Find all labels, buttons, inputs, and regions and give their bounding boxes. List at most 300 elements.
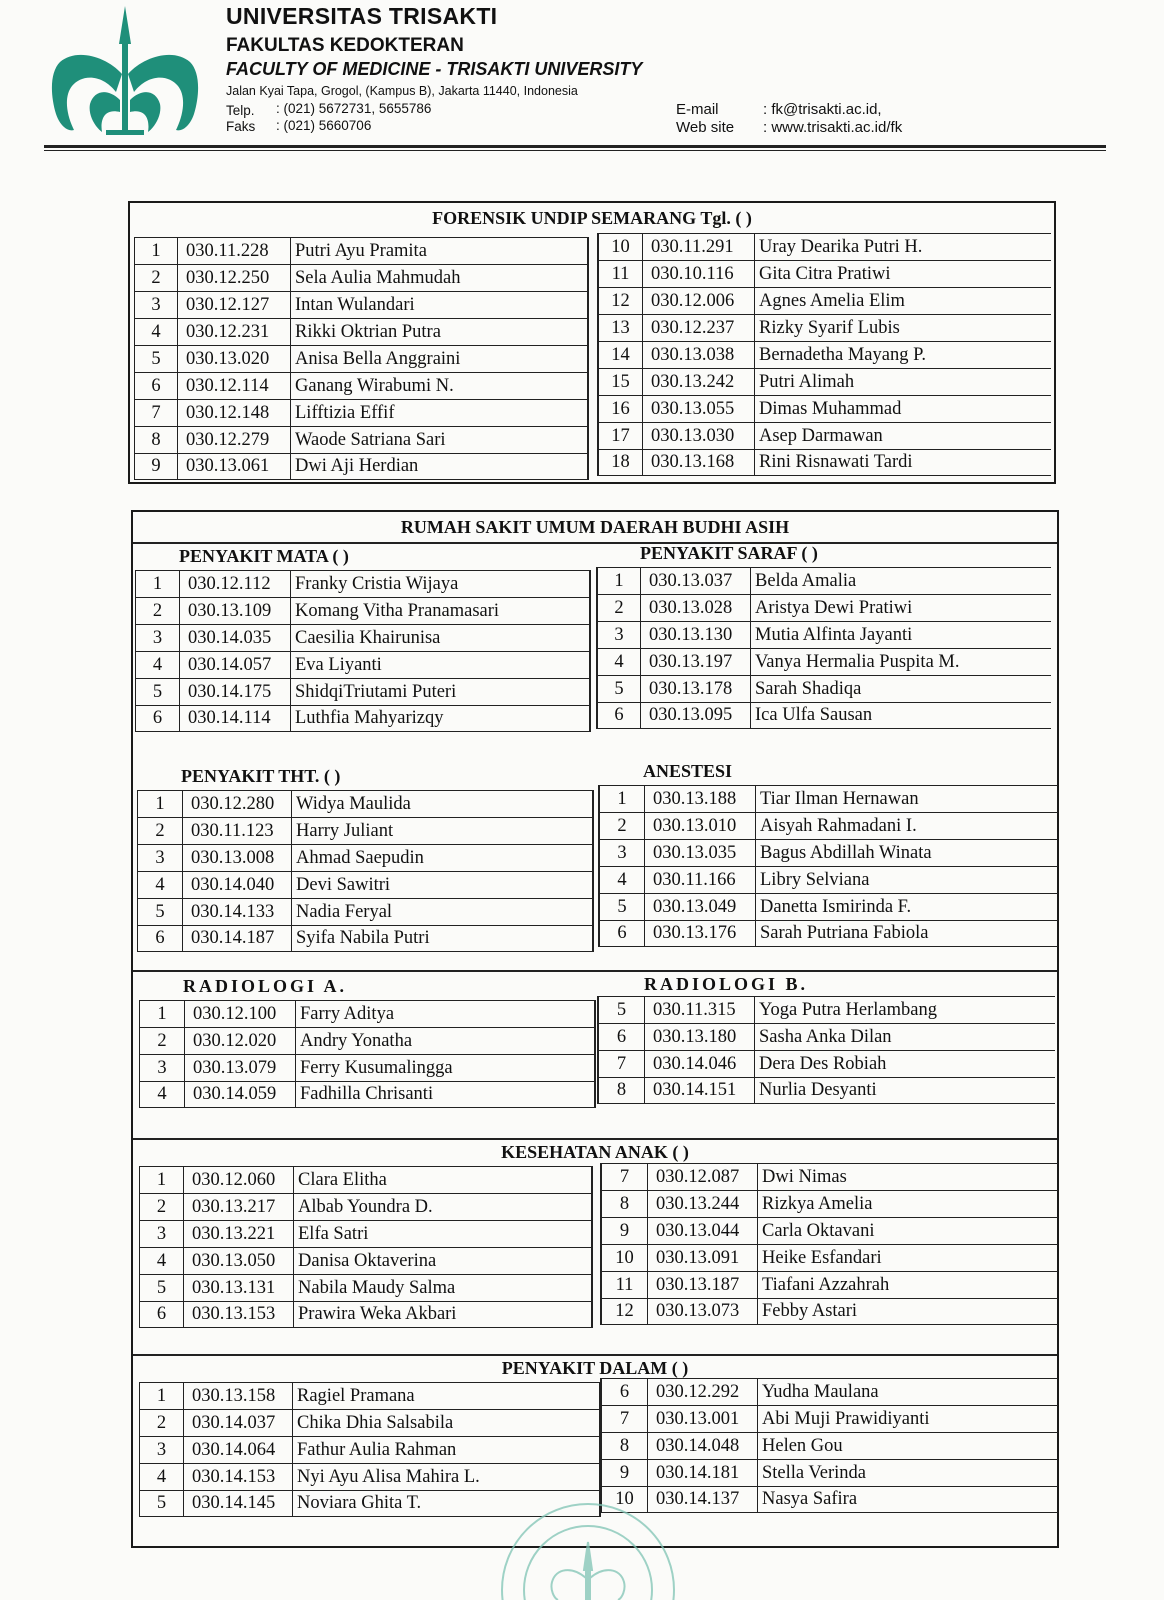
- student-name: Komang Vitha Pranamasari: [295, 600, 500, 621]
- table-row: [139, 1247, 593, 1274]
- student-name: Rizkya Amelia: [762, 1193, 873, 1214]
- student-name: Elfa Satri: [298, 1223, 369, 1244]
- telp-label: Telp.: [226, 103, 255, 118]
- university-name: UNIVERSITAS TRISAKTI: [226, 3, 498, 29]
- student-id: 030.13.073: [648, 1299, 758, 1324]
- row-number: 1: [598, 568, 641, 594]
- dalam-title: PENYAKIT DALAM ( ): [501, 1358, 689, 1378]
- student-id: 030.12.020: [185, 1028, 296, 1054]
- table-row: [596, 594, 1051, 621]
- row-number: 3: [136, 625, 180, 651]
- row-number: 12: [602, 1299, 648, 1324]
- student-name: Febby Astari: [762, 1301, 858, 1321]
- student-name: Uray Dearika Putri H.: [759, 236, 923, 257]
- row-number: 4: [140, 1082, 185, 1107]
- table-row: [600, 1298, 1058, 1325]
- anak-left-list: [139, 1166, 593, 1328]
- student-id: 030.11.291: [643, 234, 755, 260]
- row-number: 13: [599, 315, 643, 341]
- university-stamp: [498, 1490, 678, 1600]
- student-name: Tiafani Azzahrah: [762, 1274, 890, 1295]
- table-row: [135, 705, 591, 732]
- table-row: [596, 567, 1051, 594]
- table-row: [597, 395, 1051, 422]
- student-id: 030.14.064: [184, 1437, 293, 1463]
- table-row: [135, 597, 591, 624]
- row-number: 9: [135, 454, 178, 479]
- row-number: 7: [602, 1164, 648, 1190]
- row-number: 5: [136, 679, 180, 705]
- student-id: 030.12.250: [178, 265, 291, 291]
- student-name: Chika Dhia Salsabila: [297, 1412, 454, 1433]
- row-number: 6: [599, 1024, 645, 1050]
- student-id: 030.13.035: [645, 840, 756, 866]
- row-number: 16: [599, 396, 643, 422]
- radiologi-a-title: RADIOLOGI A.: [183, 976, 348, 996]
- row-number: 7: [135, 400, 178, 426]
- row-number: 1: [135, 238, 178, 264]
- forensik-right-list: [597, 233, 1051, 476]
- student-name: Ferry Kusumalingga: [300, 1057, 453, 1078]
- radiologi-a-list: [139, 1000, 596, 1108]
- student-id: 030.14.046: [645, 1051, 755, 1077]
- row-number: 5: [140, 1491, 184, 1516]
- student-name: Ahmad Saepudin: [296, 847, 424, 868]
- row-number: 4: [138, 872, 183, 898]
- student-id: 030.13.153: [184, 1302, 294, 1327]
- student-name: Dwi Aji Herdian: [295, 456, 419, 476]
- student-id: 030.14.145: [184, 1491, 293, 1516]
- table-row: [597, 368, 1051, 395]
- table-row: [134, 318, 589, 345]
- table-row: [139, 1274, 593, 1301]
- row-number: 1: [140, 1001, 185, 1027]
- header-rule-thin: [44, 150, 1106, 151]
- student-id: 030.14.181: [648, 1460, 758, 1486]
- table-row: [139, 1166, 593, 1193]
- address: Jalan Kyai Tapa, Grogol, (Kampus B), Jakarta 11440, Indonesia: [226, 84, 578, 98]
- row-number: 8: [599, 1078, 645, 1103]
- student-id: 030.13.095: [641, 703, 751, 728]
- student-id: 030.13.168: [643, 450, 755, 475]
- row-number: 8: [135, 427, 178, 453]
- student-id: 030.13.176: [645, 921, 756, 946]
- student-name: Agnes Amelia Elim: [759, 290, 905, 311]
- student-name: Gita Citra Pratiwi: [759, 263, 891, 284]
- table-row: [134, 264, 589, 291]
- row-number: 3: [140, 1055, 185, 1081]
- student-name: Mutia Alfinta Jayanti: [755, 624, 913, 645]
- student-id: 030.13.109: [180, 598, 291, 624]
- student-id: 030.13.030: [643, 423, 755, 449]
- student-name: Sasha Anka Dilan: [759, 1026, 892, 1047]
- email-label: E-mail: [676, 101, 719, 118]
- rsud-title: RUMAH SAKIT UMUM DAERAH BUDHI ASIH: [400, 517, 790, 537]
- table-row: [134, 372, 589, 399]
- row-number: 15: [599, 369, 643, 395]
- row-number: 2: [140, 1410, 184, 1436]
- row-number: 5: [599, 997, 645, 1023]
- table-row: [600, 1405, 1058, 1432]
- student-id: 030.12.231: [178, 319, 291, 345]
- student-id: 030.13.221: [184, 1221, 294, 1247]
- table-row: [137, 844, 594, 871]
- student-name: Nadia Feryal: [296, 901, 393, 922]
- student-name: Yoga Putra Herlambang: [759, 999, 937, 1020]
- student-id: 030.13.037: [641, 568, 751, 594]
- student-id: 030.12.114: [178, 373, 291, 399]
- row-number: 5: [600, 894, 645, 920]
- row-number: 3: [140, 1437, 184, 1463]
- row-number: 12: [599, 288, 643, 314]
- faks-label: Faks: [226, 119, 256, 134]
- table-row: [596, 621, 1051, 648]
- student-name: Franky Cristia Wijaya: [295, 573, 459, 594]
- table-row: [598, 839, 1058, 866]
- anak-right-list: [600, 1163, 1058, 1325]
- student-name: Clara Elitha: [298, 1169, 387, 1190]
- student-name: Helen Gou: [762, 1435, 843, 1456]
- student-id: 030.13.038: [643, 342, 755, 368]
- table-row: [600, 1163, 1058, 1190]
- table-row: [596, 675, 1051, 702]
- student-name: Dwi Nimas: [762, 1166, 847, 1187]
- row-number: 1: [140, 1167, 184, 1193]
- row-number: 6: [135, 373, 178, 399]
- email-value[interactable]: : fk@trisakti.ac.id,: [763, 101, 882, 118]
- student-id: 030.14.048: [648, 1433, 758, 1459]
- student-name: Aisyah Rahmadani I.: [760, 815, 917, 836]
- table-row: [598, 893, 1058, 920]
- table-row: [598, 866, 1058, 893]
- student-name: Carla Oktavani: [762, 1220, 875, 1241]
- row-number: 6: [600, 921, 645, 946]
- row-number: 4: [598, 649, 641, 675]
- table-row: [137, 790, 594, 817]
- table-row: [139, 1382, 601, 1409]
- row-number: 2: [135, 265, 178, 291]
- table-row: [597, 233, 1051, 260]
- row-number: 11: [599, 261, 643, 287]
- student-id: 030.12.148: [178, 400, 291, 426]
- table-row: [137, 817, 594, 844]
- student-id: 030.11.166: [645, 867, 756, 893]
- student-id: 030.11.228: [178, 238, 291, 264]
- student-name: Widya Maulida: [296, 793, 411, 814]
- student-id: 030.13.079: [185, 1055, 296, 1081]
- student-id: 030.13.008: [183, 845, 292, 871]
- student-id: 030.13.178: [641, 676, 751, 702]
- student-id: 030.12.100: [185, 1001, 296, 1027]
- student-name: Vanya Hermalia Puspita M.: [755, 651, 960, 672]
- row-number: 4: [600, 867, 645, 893]
- row-number: 7: [602, 1406, 648, 1432]
- row-number: 2: [136, 598, 180, 624]
- student-name: Aristya Dewi Pratiwi: [755, 597, 913, 618]
- student-id: 030.13.131: [184, 1275, 294, 1301]
- student-id: 030.12.280: [183, 791, 292, 817]
- table-row: [139, 1436, 601, 1463]
- student-id: 030.13.130: [641, 622, 751, 648]
- student-id: 030.13.001: [648, 1406, 758, 1432]
- row-number: 2: [600, 813, 645, 839]
- student-id: 030.14.057: [180, 652, 291, 678]
- table-row: [597, 1050, 1055, 1077]
- student-name: Anisa Bella Anggraini: [295, 348, 461, 369]
- student-name: Heike Esfandari: [762, 1247, 882, 1268]
- table-row: [600, 1244, 1058, 1271]
- website-label: Web site: [676, 119, 735, 136]
- student-name: Prawira Weka Akbari: [298, 1304, 457, 1324]
- anak-title: KESEHATAN ANAK ( ): [501, 1142, 689, 1162]
- row-number: 5: [598, 676, 641, 702]
- student-id: 030.13.188: [645, 786, 756, 812]
- student-id: 030.13.028: [641, 595, 751, 621]
- student-id: 030.12.087: [648, 1164, 758, 1190]
- student-id: 030.14.040: [183, 872, 292, 898]
- forensik-left-list: [134, 237, 589, 480]
- radiologi-b-title: RADIOLOGI B.: [644, 974, 809, 994]
- table-row: [597, 287, 1051, 314]
- anestesi-title: ANESTESI: [643, 761, 733, 781]
- table-row: [597, 314, 1051, 341]
- table-row: [600, 1432, 1058, 1459]
- table-row: [139, 1220, 593, 1247]
- row-number: 2: [598, 595, 641, 621]
- row-number: 10: [599, 234, 643, 260]
- row-number: 1: [140, 1383, 184, 1409]
- student-name: Fathur Aulia Rahman: [297, 1439, 457, 1460]
- table-row: [597, 449, 1051, 476]
- anestesi-list: [598, 785, 1058, 947]
- table-row: [598, 812, 1058, 839]
- student-id: 030.13.242: [643, 369, 755, 395]
- student-id: 030.14.037: [184, 1410, 293, 1436]
- student-name: Bagus Abdillah Winata: [760, 842, 932, 863]
- row-number: 10: [602, 1245, 648, 1271]
- table-row: [134, 453, 589, 480]
- student-id: 030.13.050: [184, 1248, 294, 1274]
- dalam-rule: [133, 1354, 1057, 1356]
- student-id: 030.13.049: [645, 894, 756, 920]
- student-name: Ica Ulfa Sausan: [755, 705, 873, 725]
- student-name: Harry Juliant: [296, 820, 394, 841]
- student-id: 030.14.114: [180, 706, 291, 731]
- student-id: 030.12.060: [184, 1167, 294, 1193]
- radiologi-b-list: [597, 996, 1055, 1104]
- student-name: Devi Sawitri: [296, 874, 391, 895]
- row-number: 3: [135, 292, 178, 318]
- radiologi-rule: [133, 970, 1057, 972]
- student-id: 030.14.153: [184, 1464, 293, 1490]
- table-row: [600, 1271, 1058, 1298]
- forensik-title: FORENSIK UNDIP SEMARANG Tgl. ( ): [432, 208, 752, 228]
- student-id: 030.12.292: [648, 1379, 758, 1405]
- student-name: Rikki Oktrian Putra: [295, 321, 441, 342]
- student-id: 030.13.158: [184, 1383, 293, 1409]
- student-name: Sarah Putriana Fabiola: [760, 923, 929, 943]
- row-number: 4: [140, 1248, 184, 1274]
- table-row: [597, 1023, 1055, 1050]
- row-number: 11: [602, 1272, 648, 1298]
- row-number: 4: [135, 319, 178, 345]
- student-name: Rini Risnawati Tardi: [759, 452, 913, 472]
- table-row: [597, 422, 1051, 449]
- table-row: [134, 345, 589, 372]
- table-row: [596, 648, 1051, 675]
- student-id: 030.12.127: [178, 292, 291, 318]
- table-row: [597, 341, 1051, 368]
- student-id: 030.11.315: [645, 997, 755, 1023]
- table-row: [139, 1409, 601, 1436]
- table-row: [139, 1054, 596, 1081]
- student-name: Rizky Syarif Lubis: [759, 317, 900, 338]
- student-name: Ganang Wirabumi N.: [295, 375, 454, 396]
- student-name: Albab Youndra D.: [298, 1196, 433, 1217]
- row-number: 5: [138, 899, 183, 925]
- table-row: [139, 1081, 596, 1108]
- student-name: Dimas Muhammad: [759, 398, 902, 419]
- student-name: Tiar Ilman Hernawan: [760, 788, 919, 809]
- header-rule: [44, 145, 1106, 148]
- student-id: 030.13.044: [648, 1218, 758, 1244]
- student-name: Andry Yonatha: [300, 1030, 413, 1051]
- student-id: 030.12.112: [180, 571, 291, 597]
- student-name: Putri Ayu Pramita: [295, 240, 427, 261]
- student-name: Fadhilla Chrisanti: [300, 1084, 434, 1104]
- faculty-name-english: FACULTY OF MEDICINE - TRISAKTI UNIVERSITY: [226, 59, 643, 79]
- student-id: 030.14.035: [180, 625, 291, 651]
- row-number: 8: [602, 1191, 648, 1217]
- student-name: Ragiel Pramana: [297, 1385, 415, 1406]
- table-row: [139, 1301, 593, 1328]
- forensik-table: [128, 201, 1056, 484]
- row-number: 6: [138, 926, 183, 951]
- university-logo: [46, 4, 206, 140]
- student-name: Abi Muji Prawidiyanti: [762, 1408, 930, 1429]
- student-id: 030.13.217: [184, 1194, 294, 1220]
- student-name: Yudha Maulana: [762, 1381, 879, 1402]
- student-id: 030.13.180: [645, 1024, 755, 1050]
- row-number: 3: [600, 840, 645, 866]
- table-row: [139, 1027, 596, 1054]
- table-row: [600, 1459, 1058, 1486]
- student-id: 030.14.133: [183, 899, 292, 925]
- student-name: Farry Aditya: [300, 1003, 395, 1024]
- row-number: 10: [602, 1487, 648, 1512]
- tht-list: [137, 790, 594, 952]
- table-row: [134, 291, 589, 318]
- table-row: [135, 678, 591, 705]
- row-number: 3: [140, 1221, 184, 1247]
- row-number: 14: [599, 342, 643, 368]
- student-name: Nabila Maudy Salma: [298, 1277, 456, 1298]
- row-number: 6: [602, 1379, 648, 1405]
- student-name: Asep Darmawan: [759, 425, 883, 446]
- row-number: 1: [600, 786, 645, 812]
- student-id: 030.14.059: [185, 1082, 296, 1107]
- table-row: [600, 1378, 1058, 1405]
- student-id: 030.12.279: [178, 427, 291, 453]
- faks-value: : (021) 5660706: [276, 118, 372, 133]
- student-id: 030.11.123: [183, 818, 292, 844]
- student-name: Belda Amalia: [755, 570, 857, 591]
- table-row: [137, 925, 594, 952]
- table-row: [597, 260, 1051, 287]
- student-name: Intan Wulandari: [295, 294, 415, 315]
- student-id: 030.13.061: [178, 454, 291, 479]
- table-row: [597, 1077, 1055, 1104]
- mata-title: PENYAKIT MATA ( ): [179, 546, 349, 566]
- row-number: 6: [140, 1302, 184, 1327]
- mata-list: [135, 570, 591, 732]
- telp-value: : (021) 5672731, 5655786: [276, 101, 432, 116]
- table-row: [134, 399, 589, 426]
- student-id: 030.13.187: [648, 1272, 758, 1298]
- student-name: Syifa Nabila Putri: [296, 928, 430, 948]
- student-id: 030.14.187: [183, 926, 292, 951]
- student-name: Waode Satriana Sari: [295, 429, 446, 450]
- table-row: [597, 996, 1055, 1023]
- student-name: Lifftizia Effif: [295, 402, 395, 423]
- row-number: 3: [598, 622, 641, 648]
- student-name: Caesilia Khairunisa: [295, 627, 441, 648]
- row-number: 1: [138, 791, 183, 817]
- row-number: 5: [135, 346, 178, 372]
- table-row: [137, 871, 594, 898]
- student-name: Danetta Ismirinda F.: [760, 896, 912, 917]
- student-id: 030.13.055: [643, 396, 755, 422]
- student-name: Nasya Safira: [762, 1489, 858, 1509]
- row-number: 17: [599, 423, 643, 449]
- row-number: 7: [599, 1051, 645, 1077]
- table-row: [596, 702, 1051, 729]
- student-id: 030.10.116: [643, 261, 755, 287]
- student-name: Eva Liyanti: [295, 654, 382, 675]
- table-row: [135, 624, 591, 651]
- row-number: 3: [138, 845, 183, 871]
- row-number: 9: [602, 1218, 648, 1244]
- student-id: 030.12.006: [643, 288, 755, 314]
- website-value[interactable]: : www.trisakti.ac.id/fk: [763, 119, 903, 136]
- table-row: [139, 1193, 593, 1220]
- row-number: 6: [598, 703, 641, 728]
- student-name: Luthfia Mahyarizqy: [295, 708, 444, 728]
- row-number: 18: [599, 450, 643, 475]
- rsud-title-rule: [133, 542, 1057, 544]
- anak-rule: [133, 1138, 1057, 1140]
- table-row: [139, 1000, 596, 1027]
- row-number: 2: [140, 1194, 184, 1220]
- student-name: Danisa Oktaverina: [298, 1250, 437, 1271]
- student-name: Stella Verinda: [762, 1462, 866, 1483]
- student-id: 030.13.197: [641, 649, 751, 675]
- row-number: 6: [136, 706, 180, 731]
- student-name: Sarah Shadiqa: [755, 678, 862, 699]
- student-name: Nurlia Desyanti: [759, 1080, 877, 1100]
- saraf-list: [596, 567, 1051, 729]
- student-id: 030.14.137: [648, 1487, 758, 1512]
- table-row: [134, 426, 589, 453]
- row-number: 9: [602, 1460, 648, 1486]
- table-row: [139, 1463, 601, 1490]
- rsud-table: [131, 510, 1059, 1548]
- table-row: [600, 1217, 1058, 1244]
- row-number: 4: [140, 1464, 184, 1490]
- row-number: 8: [602, 1433, 648, 1459]
- table-row: [598, 920, 1058, 947]
- student-name: Putri Alimah: [759, 371, 855, 392]
